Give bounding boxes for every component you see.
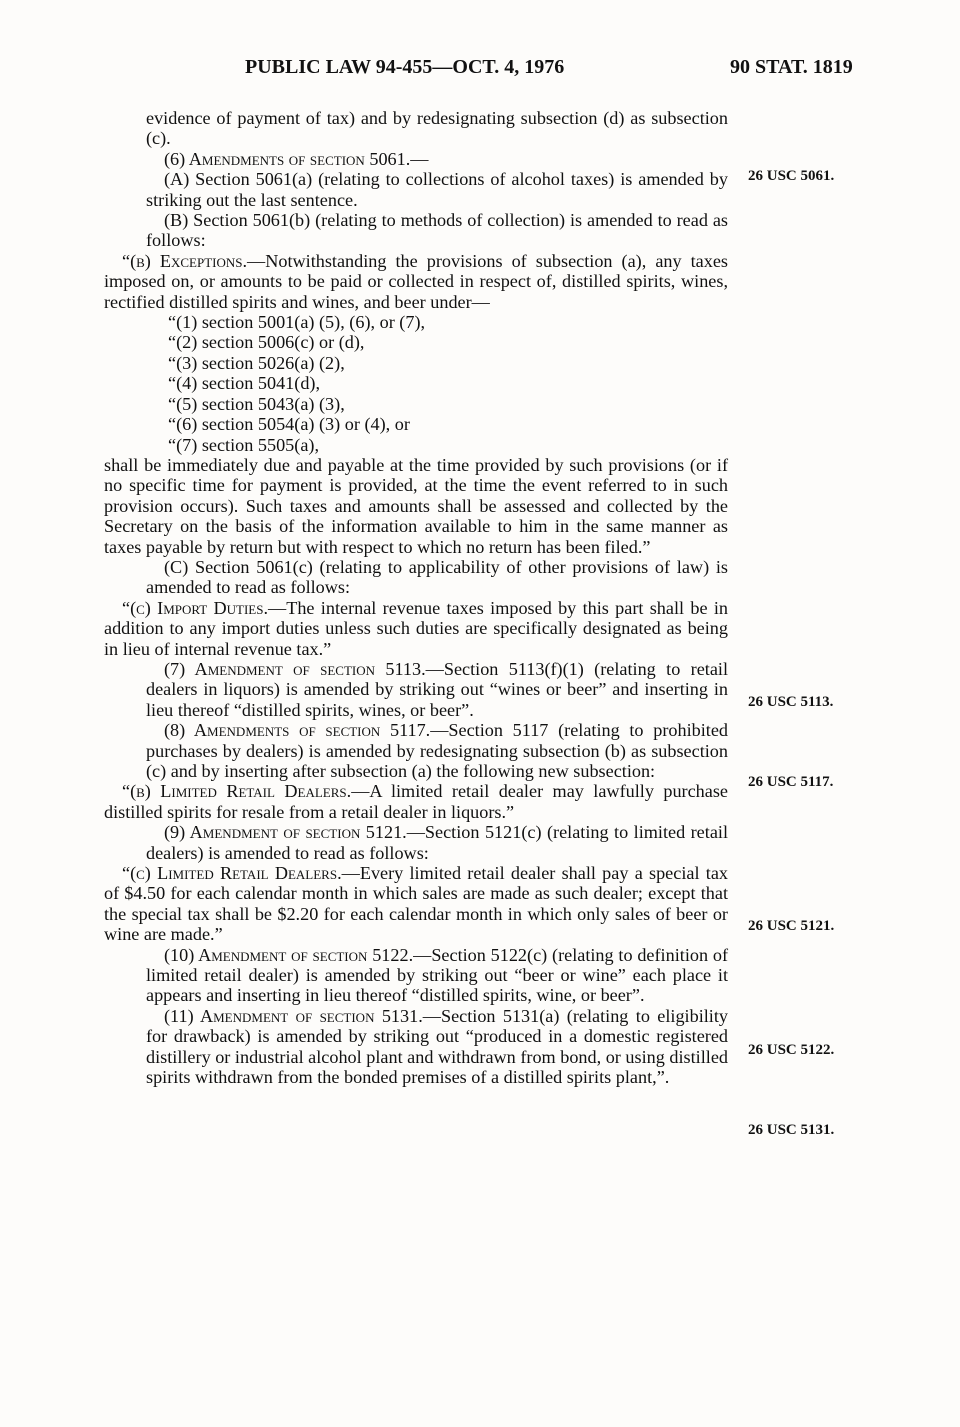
paragraph-6a: (A) Section 5061(a) (relating to collections of alcohol taxes) is amended by striking out the last sentence. — [146, 169, 728, 210]
list-item: “(6) section 5054(a) (3) or (4), or — [168, 414, 410, 435]
margin-note-5113: 26 USC 5113. — [748, 694, 834, 710]
paragraph-6c: (C) Section 5061(c) (relating to applicability of other provisions of law) is amended to read as follows: — [146, 556, 728, 598]
list-item: “(3) section 5026(a) (2), — [168, 352, 345, 373]
quoted-subsection-c-limited: “(c) Limited Retail Dealers.—Every limited retail dealer shall pay a special tax of $4.50 for each calendar month in which sales are made as such dealer; except that the special tax shall be $2.20 for each calendar month in which only sales of beer or wine are made.” — [104, 863, 728, 945]
paragraph-payment: shall be immediately due and payable at the time provided by such provisions (or if no specific time for payment is provided, at the time the event referred to in such provision occurs). Such taxes and amounts shall be assessed and collected by the Secretary on the basis of the information available to him in the same manner as taxes payable by return but with respect to which no return has been filed.” — [104, 454, 728, 557]
quoted-subsection-c-import: “(c) Import Duties.—The internal revenue taxes imposed by this part shall be in addition to any import duties unless such duties are specifically designated as being in lieu of internal revenue tax.” — [104, 597, 728, 659]
section-7: (7) Amendment of section 5113.—Section 5113(f)(1) (relating to retail dealers in liquors) is amended by striking out “wines or beer” and inserting in lieu thereof “distilled spirits, wines, or beer”. — [146, 658, 729, 720]
section-10: (10) Amendment of section 5122.—Section 5122(c) (relating to definition of limited retail dealer) is amended by striking out “beer or wine” each place it appears and inserting in lieu thereof “distilled spirits, wine, or beer”. — [146, 944, 728, 1006]
section-9: (9) Amendment of section 5121.—Section 5121(c) (relating to limited retail dealers) is amended to read as follows: — [146, 822, 728, 863]
margin-note-5121: 26 USC 5121. — [748, 918, 835, 934]
page-header-stat: 90 STAT. 1819 — [730, 56, 853, 78]
quoted-subsection-b-limited: “(b) Limited Retail Dealers.—A limited retail dealer may lawfully purchase distilled spirits for resale from a retail dealer in liquors.” — [104, 781, 728, 822]
list-item: “(5) section 5043(a) (3), — [168, 393, 345, 414]
margin-note-5131: 26 USC 5131. — [748, 1122, 835, 1138]
section-list — [104, 312, 728, 455]
margin-note-5061: 26 USC 5061. — [748, 168, 835, 184]
margin-note-5122: 26 USC 5122. — [748, 1042, 835, 1058]
quoted-subsection-b: “(b) Exceptions.—Notwithstanding the provisions of subsection (a), any taxes imposed on, or amounts to be paid or collected in respect of, distilled spirits, wines, rectified distilled spirits and wines, and beer under— — [104, 250, 728, 312]
paragraph-6b: (B) Section 5061(b) (relating to methods of collection) is amended to read as follows: — [146, 210, 728, 251]
document-body — [104, 108, 728, 1088]
margin-note-5117: 26 USC 5117. — [748, 774, 834, 790]
list-item: “(2) section 5006(c) or (d), — [168, 332, 365, 353]
page-header-title: PUBLIC LAW 94-455—OCT. 4, 1976 — [245, 56, 565, 78]
list-item: “(7) section 5505(a), — [168, 434, 319, 455]
list-item: “(4) section 5041(d), — [168, 373, 321, 394]
paragraph-continuation: evidence of payment of tax) and by redesignating subsection (d) as subsection (c). — [146, 108, 728, 149]
section-11: (11) Amendment of section 5131.—Section 5131(a) (relating to eligibility for drawback) is amended by striking out “produced in a domestic registered distillery or industrial alcohol plant and withdrawn from bond, or using distilled spirits withdrawn from the bonded premises of a distilled spirits plant,”. — [146, 1005, 729, 1088]
section-8: (8) Amendments of section 5117.—Section 5117 (relating to prohibited purchases by dealers) is amended by redesignating subsection (b) as subsection (c) and by inserting after subsection (a) the following new subsection: — [146, 720, 728, 781]
list-item: “(1) section 5001(a) (5), (6), or (7), — [168, 312, 426, 333]
section-heading-6: (6) Amendments of section 5061.— — [164, 148, 429, 169]
